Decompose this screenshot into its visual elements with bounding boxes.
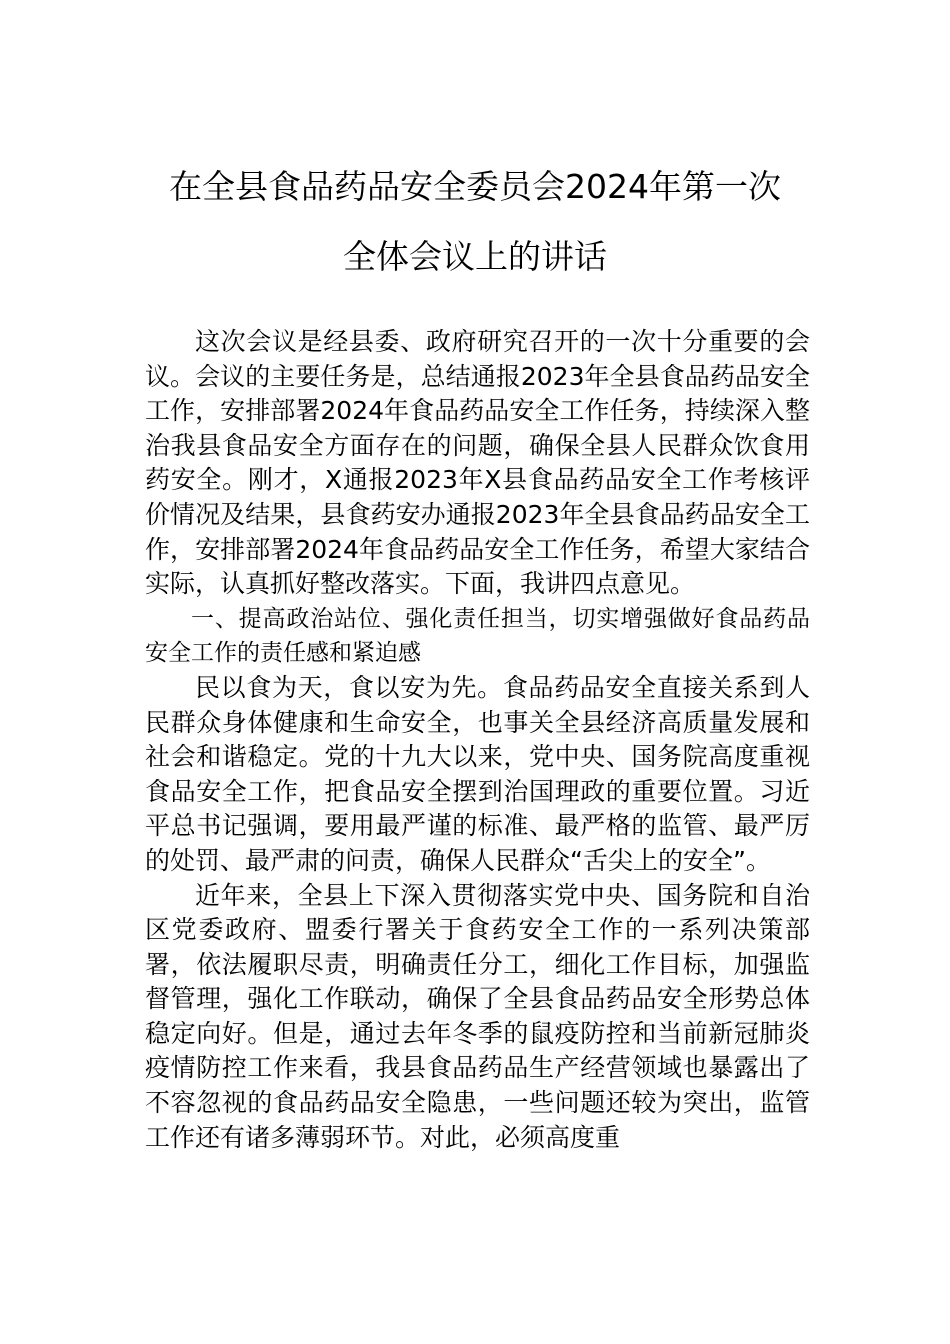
document-title-line-2: 全体会议上的讲话 xyxy=(343,237,607,276)
paragraph-recent-years: 近年来，全县上下深入贯彻落实党中央、国务院和自治区党委政府、盟委行署关于食药安全工作的一系列决策部署，依法履职尽责，明确责任分工，细化工作目标，加强监督管理，强化工作联动，确保了全县食品药品安全形势总体稳定向好。但是，通过去年冬季的鼠疫防控和当前新冠肺炎疫情防控工作来看，我县食品药品生产经营领域也暴露出了不容忽视的食品药品安全隐患，一些问题还较为突出，监管工作还有诸多薄弱环节。对此，必须高度重 xyxy=(145,880,810,1152)
paragraph-food-safety: 民以食为天，食以安为先。食品药品安全直接关系到人民群众身体健康和生命安全，也事关全县经济高质量发展和社会和谐稳定。党的十九大以来，党中央、国务院高度重视食品安全工作，把食品安全摆到治国理政的重要位置。习近平总书记强调，要用最严谨的标准、最严格的监管、最严厉的处罚、最严肃的问责，确保人民群众“舌尖上的安全”。 xyxy=(145,672,810,875)
document-title-line-1: 在全县食品药品安全委员会2024年第一次 xyxy=(169,167,781,206)
section-heading-1: 一、提高政治站位、强化责任担当，切实增强做好食品药品安全工作的责任感和紧迫感 xyxy=(145,605,810,667)
paragraph-intro: 这次会议是经县委、政府研究召开的一次十分重要的会议。会议的主要任务是，总结通报2023年全县食品药品安全工作，安排部署2024年食品药品安全工作任务，持续深入整治我县食品安全方面存在的问题，确保全县人民群众饮食用药安全。刚才，X通报2023年X县食品药品安全工作考核评价情况及结果，县食药安办通报2023年全县食品药品安全工作，安排部署2024年食品药品安全工作任务，希望大家结合实际，认真抓好整改落实。下面，我讲四点意见。 xyxy=(145,327,810,599)
document-body xyxy=(145,325,810,1155)
